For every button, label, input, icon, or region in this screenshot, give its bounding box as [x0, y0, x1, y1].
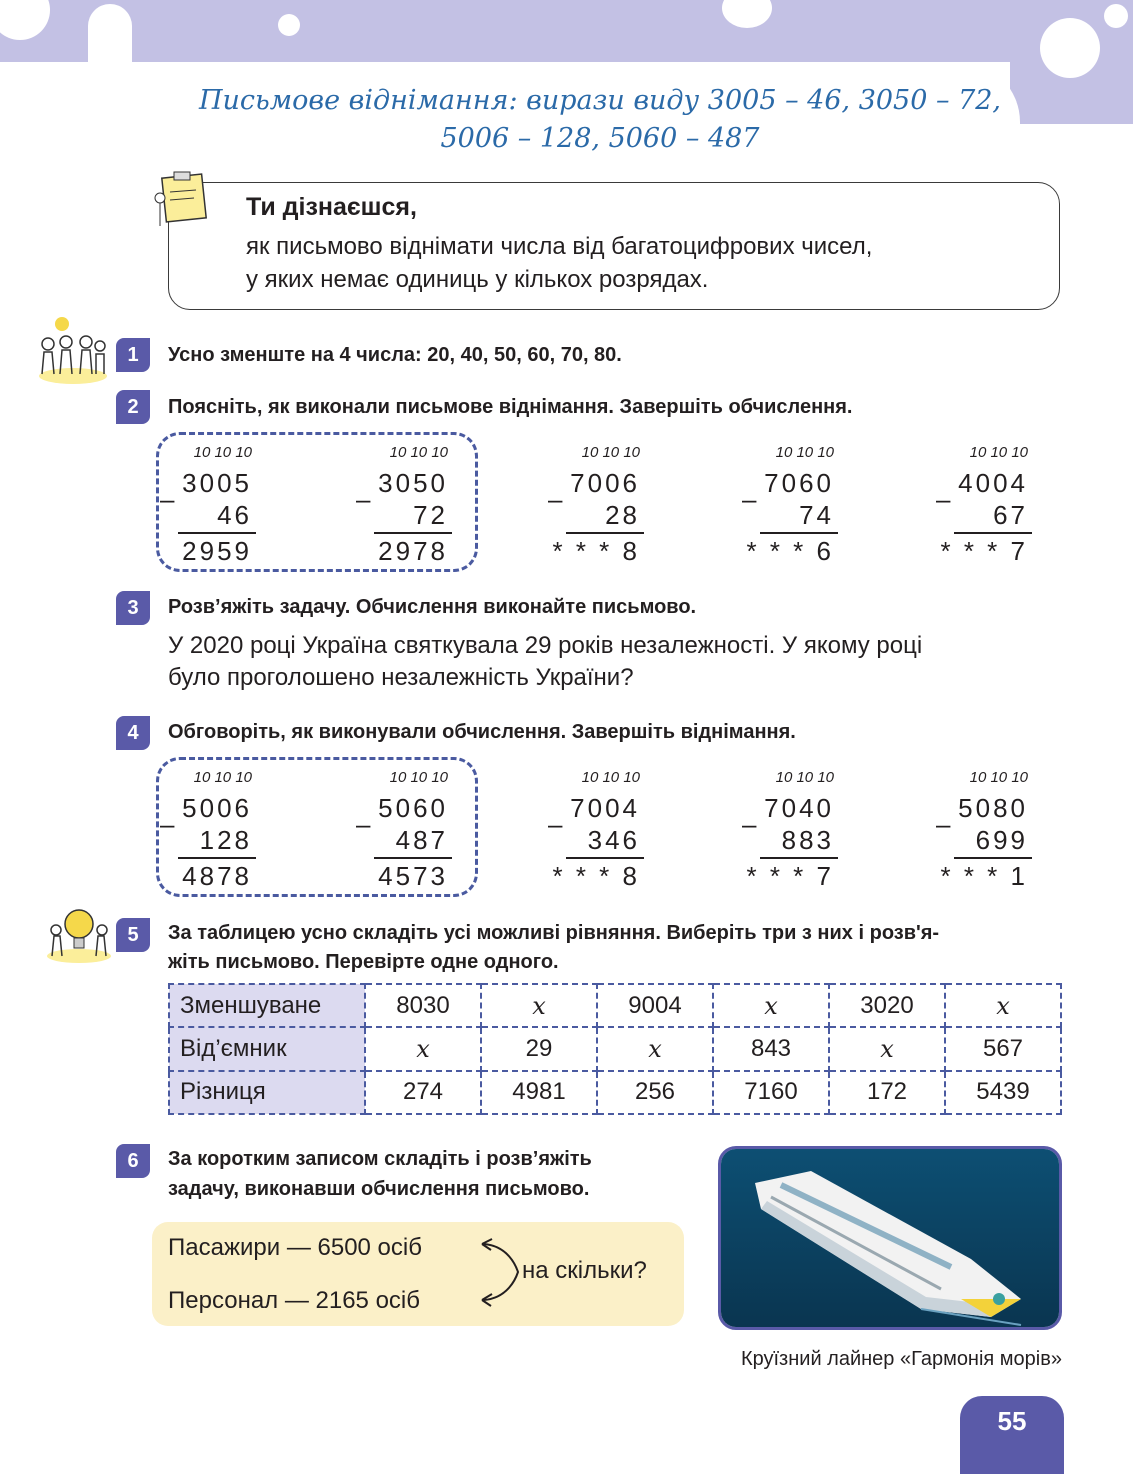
borrow-marks: 10 10 10: [969, 769, 1028, 786]
cruise-ship-photo: [718, 1146, 1062, 1330]
task-number-2: 2: [116, 390, 150, 424]
result-line: [178, 532, 256, 534]
table-cell: x: [597, 1027, 713, 1070]
minus-sign: –: [160, 809, 175, 839]
column-subtraction: [936, 769, 1046, 899]
difference: 4878: [182, 861, 252, 891]
table-row: [169, 1027, 1061, 1070]
subtrahend: 346: [587, 825, 640, 855]
row-label: Зменшуване: [169, 984, 365, 1027]
task-number-3: 3: [116, 591, 150, 625]
task-number-5: 5: [116, 918, 150, 952]
table-cell: 843: [713, 1027, 829, 1070]
minus-sign: –: [356, 484, 371, 514]
borrow-marks: 10 10 10: [775, 444, 834, 461]
difference: * * * 7: [746, 861, 834, 891]
minuend: 7004: [570, 793, 640, 823]
result-line: [760, 532, 838, 534]
borrow-marks: 10 10 10: [581, 444, 640, 461]
minuend: 5060: [378, 793, 448, 823]
equation-table: [168, 983, 1062, 1115]
decor-bubble: [1040, 18, 1100, 78]
difference: * * * 6: [746, 536, 834, 566]
result-line: [374, 857, 452, 859]
table-cell: x: [365, 1027, 481, 1070]
difference: 4573: [378, 861, 448, 891]
table-cell: 274: [365, 1071, 481, 1114]
minuend: 7040: [764, 793, 834, 823]
task5-instruction-line-1: За таблицею усно складіть усі можливі рівняння. Виберіть три з них і розв'я-: [168, 922, 940, 944]
result-line: [954, 532, 1032, 534]
subtrahend: 72: [413, 500, 448, 530]
learn-line-1: як письмово віднімати числа від багатоцифрових чисел,: [246, 233, 873, 260]
minus-sign: –: [548, 809, 563, 839]
subtrahend: 74: [799, 500, 834, 530]
task6-instruction-line-2: задачу, виконавши обчислення письмово.: [168, 1178, 590, 1200]
difference: * * * 8: [552, 536, 640, 566]
decor-bubble: [88, 4, 132, 84]
task2-instruction: Поясніть, як виконали письмове віднімання. Завершіть обчислення.: [168, 396, 853, 418]
photo-caption: Круїзний лайнер «Гармонія морів»: [740, 1348, 1062, 1370]
column-subtraction: [742, 769, 852, 899]
borrow-marks: 10 10 10: [389, 444, 448, 461]
subtrahend: 28: [605, 500, 640, 530]
table-cell: 7160: [713, 1071, 829, 1114]
result-line: [954, 857, 1032, 859]
record-passengers: Пасажири — 6500 осіб: [168, 1234, 422, 1261]
borrow-marks: 10 10 10: [193, 769, 252, 786]
task3-text-line-1: У 2020 році Україна святкувала 29 років незалежності. У якому році: [168, 632, 923, 659]
table-cell: 567: [945, 1027, 1061, 1070]
learn-heading: Ти дізнаєшся,: [246, 193, 417, 221]
minus-sign: –: [742, 484, 757, 514]
table-cell: 256: [597, 1071, 713, 1114]
table-cell: x: [481, 984, 597, 1027]
minus-sign: –: [936, 484, 951, 514]
table-row: [169, 984, 1061, 1027]
difference: * * * 7: [940, 536, 1028, 566]
table-cell: x: [713, 984, 829, 1027]
column-subtraction: [356, 444, 466, 574]
table-cell: x: [945, 984, 1061, 1027]
task3-instruction: Розв’яжіть задачу. Обчислення виконайте письмово.: [168, 596, 697, 618]
title-line-1: Письмове віднімання: вирази виду 3005 – 46, 3050 – 72,: [198, 85, 1002, 116]
result-line: [760, 857, 838, 859]
minuend: 7006: [570, 468, 640, 498]
page-title: [150, 82, 1050, 158]
difference: * * * 1: [940, 861, 1028, 891]
row-label: Різниця: [169, 1071, 365, 1114]
header-band: [0, 0, 1133, 62]
difference: * * * 8: [552, 861, 640, 891]
column-subtraction: [160, 444, 270, 574]
result-line: [178, 857, 256, 859]
minus-sign: –: [936, 809, 951, 839]
column-subtraction: [356, 769, 466, 899]
borrow-marks: 10 10 10: [775, 769, 834, 786]
borrow-marks: 10 10 10: [969, 444, 1028, 461]
row-label: Від’ємник: [169, 1027, 365, 1070]
result-line: [566, 532, 644, 534]
result-line: [374, 532, 452, 534]
minuend: 7060: [764, 468, 834, 498]
borrow-marks: 10 10 10: [389, 769, 448, 786]
subtrahend: 128: [199, 825, 252, 855]
task5-instruction-line-2: жіть письмово. Перевірте одне одного.: [168, 951, 559, 973]
subtrahend: 46: [217, 500, 252, 530]
page-number: 55: [997, 1406, 1027, 1436]
sticky-note-icon: [150, 170, 210, 230]
table-cell: 29: [481, 1027, 597, 1070]
subtrahend: 699: [975, 825, 1028, 855]
borrow-marks: 10 10 10: [193, 444, 252, 461]
minus-sign: –: [742, 809, 757, 839]
record-staff: Персонал — 2165 осіб: [168, 1287, 420, 1314]
lightbulb-team-icon: [44, 904, 114, 964]
subtrahend: 487: [395, 825, 448, 855]
decor-bubble: [278, 14, 300, 36]
difference: 2978: [378, 536, 448, 566]
task4-instruction: Обговоріть, як виконували обчислення. Завершіть віднімання.: [168, 721, 796, 743]
task3-text-line-2: було проголошено незалежність України?: [168, 664, 634, 691]
task6-instruction-line-1: За коротким записом складіть і розв’яжіть: [168, 1148, 592, 1170]
column-subtraction: [548, 444, 658, 574]
cruise-ship-image: [721, 1149, 1059, 1327]
borrow-marks: 10 10 10: [581, 769, 640, 786]
column-subtraction: [160, 769, 270, 899]
table-row: [169, 1071, 1061, 1114]
minuend: 5006: [182, 793, 252, 823]
table-cell: 9004: [597, 984, 713, 1027]
task1-instruction: Усно зменште на 4 числа: 20, 40, 50, 60, 70, 80.: [168, 344, 622, 366]
table-cell: 5439: [945, 1071, 1061, 1114]
table-cell: x: [829, 1027, 945, 1070]
minuend: 4004: [958, 468, 1028, 498]
group-lightbulb-icon: [36, 312, 110, 386]
subtrahend: 883: [781, 825, 834, 855]
result-line: [566, 857, 644, 859]
record-question: на скільки?: [522, 1257, 647, 1284]
table-cell: 172: [829, 1071, 945, 1114]
task-number-4: 4: [116, 716, 150, 750]
column-subtraction: [936, 444, 1046, 574]
column-subtraction: [742, 444, 852, 574]
difference: 2959: [182, 536, 252, 566]
minuend: 3050: [378, 468, 448, 498]
minuend: 3005: [182, 468, 252, 498]
learn-line-2: у яких немає одиниць у кількох розрядах.: [246, 266, 709, 293]
bracket-arrow-icon: [478, 1236, 524, 1308]
table-cell: 3020: [829, 984, 945, 1027]
minus-sign: –: [548, 484, 563, 514]
decor-bubble: [1104, 4, 1128, 28]
title-line-2: 5006 – 128, 5060 – 487: [440, 123, 760, 154]
column-subtraction: [548, 769, 658, 899]
table-cell: 4981: [481, 1071, 597, 1114]
task-number-6: 6: [116, 1144, 150, 1178]
minus-sign: –: [160, 484, 175, 514]
table-cell: 8030: [365, 984, 481, 1027]
subtrahend: 67: [993, 500, 1028, 530]
minus-sign: –: [356, 809, 371, 839]
task-number-1: 1: [116, 338, 150, 372]
minuend: 5080: [958, 793, 1028, 823]
